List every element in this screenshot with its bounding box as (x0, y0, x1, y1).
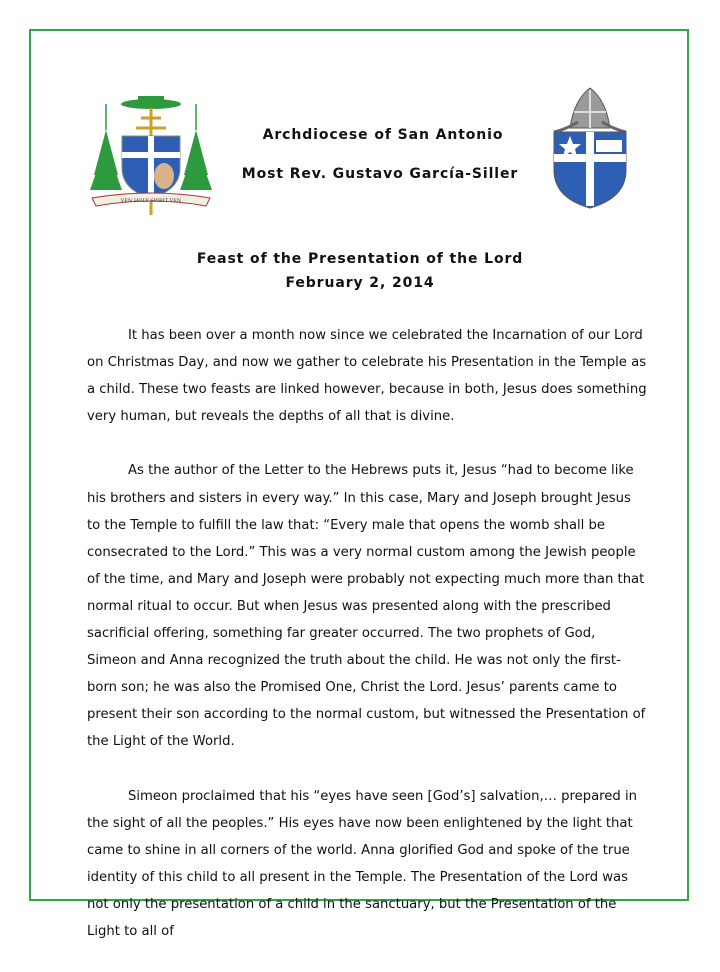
paragraph: As the author of the Letter to the Hebrews puts it, Jesus “had to become like his brothers and sisters in every way.” In this case, Mary and Joseph brought Jesus to the Temple to fulfill the law that: “Every male that opens the womb shall be consecrated to the Lord.” This was a very normal custom among the Jewish people of the time, and Mary and Joseph were probably not expecting much more than that normal ritual to occur. But when Jesus was presented along with the prescribed sacrificial offering, something far greater occurred. The two prophets of God, Simeon and Anna recognized the truth about the child. He was not only the first-born son; he was also the Promised One, Christ the Lord. Jesus’ parents came to present their son according to the normal custom, but witnessed the Presentation of the Light of the World. (87, 463, 646, 750)
homily-body (87, 322, 647, 972)
archbishop-coat-of-arms (86, 90, 216, 220)
homily-title: Feast of the Presentation of the Lord (196, 251, 524, 267)
tassels-right-icon (180, 104, 212, 190)
archdiocese-shield (544, 82, 636, 212)
mitre-icon (554, 88, 626, 132)
tassels-left-icon (90, 104, 122, 190)
paragraph: Simeon proclaimed that his “eyes have seen [God’s] salvation,… prepared in the sight of all the peoples.” His eyes have now been enlightened by the light that came to shine in all corners of the world. Anna glorified God and spoke of the true identity of this child to all present in the Temple. The Presentation of the Lord was not only the presentation of a child in the sanctuary, but the Presentation of the Light to all of (87, 788, 637, 940)
shield-icon (554, 132, 626, 208)
archbishop-name: Most Rev. Gustavo García-Siller (241, 166, 519, 182)
homily-date: February 2, 2014 (285, 275, 435, 291)
paragraph: It has been over a month now since we celebrated the Incarnation of our Lord on Christmas Day, and now we gather to celebrate his Presentation in the Temple as a child. These two feasts are linked however, because in both, Jesus does something very human, but reveals the depths of all that is divine. (87, 328, 647, 425)
galero-hat-icon (121, 96, 181, 109)
motto-text: VEN HOLY SPIRIT VEN (120, 198, 182, 204)
archdiocese-name: Archdiocese of San Antonio (262, 127, 504, 143)
shield-icon (122, 136, 180, 198)
